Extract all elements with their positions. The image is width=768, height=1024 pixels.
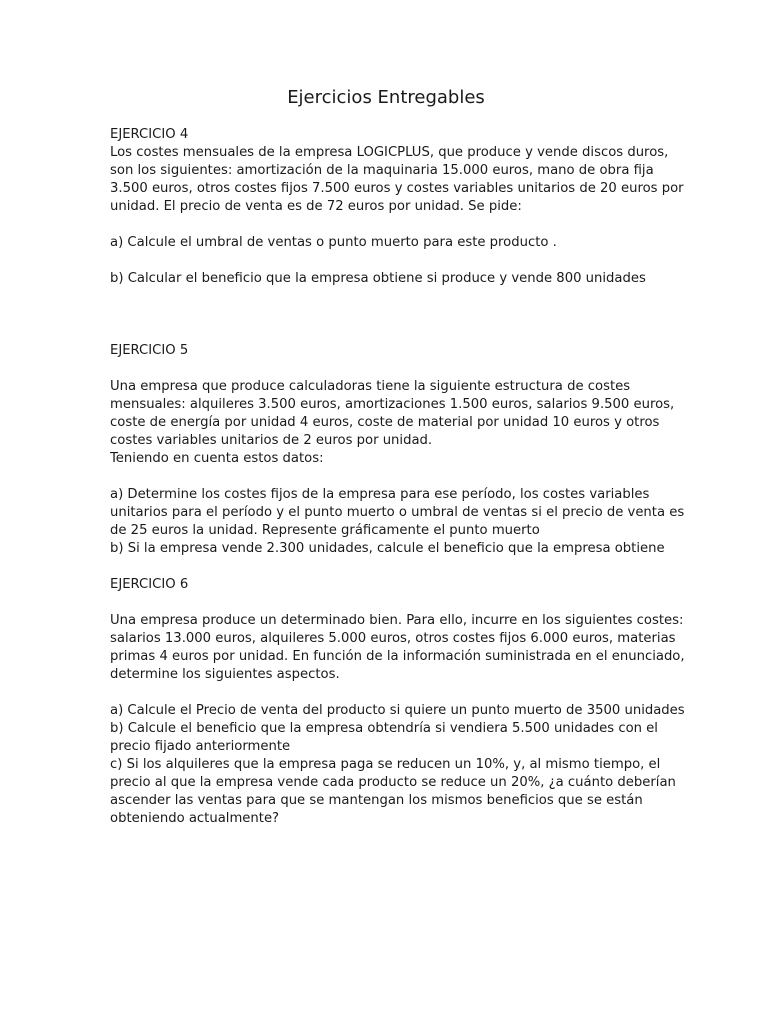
exercise-6-question-line: ascender las ventas para que se mantengan los mismos beneficios que se están <box>110 793 643 808</box>
exercise-5-intro-line: mensuales: alquileres 3.500 euros, amortizaciones 1.500 euros, salarios 9.500 euros, <box>110 397 675 412</box>
document-body <box>110 86 685 828</box>
exercise-6-question-line: precio fijado anteriormente <box>110 739 291 754</box>
exercise-5-intro-line: Una empresa que produce calculadoras tiene la siguiente estructura de costes <box>110 379 631 394</box>
exercise-6 <box>110 576 685 828</box>
exercise-6-question-line: a) Calcule el Precio de venta del producto si quiere un punto muerto de 3500 unidades <box>110 703 685 718</box>
exercise-6-question-line: precio al que la empresa vende cada producto se reduce un 20%, ¿a cuánto deberían <box>110 775 676 790</box>
exercise-4-question-a: a) Calcule el umbral de ventas o punto muerto para este producto . <box>110 235 557 250</box>
exercise-6-question-line: obteniendo actualmente? <box>110 811 280 826</box>
exercise-5-intro-line: coste de energía por unidad 4 euros, coste de material por unidad 10 euros y otros <box>110 415 660 430</box>
exercise-5-question-line: a) Determine los costes fijos de la empresa para ese período, los costes variables <box>110 487 650 502</box>
exercise-4 <box>110 126 684 288</box>
exercise-6-intro-line: determine los siguientes aspectos. <box>110 667 340 682</box>
exercise-6-question-line: c) Si los alquileres que la empresa paga se reducen un 10%, y, al mismo tiempo, el <box>110 757 661 772</box>
exercise-4-intro-line: 3.500 euros, otros costes fijos 7.500 euros y costes variables unitarios de 20 euros por <box>110 181 684 196</box>
exercise-4-intro-line: son los siguientes: amortización de la maquinaria 15.000 euros, mano de obra fija <box>110 163 654 178</box>
exercise-4-intro-line: Los costes mensuales de la empresa LOGICPLUS, que produce y vende discos duros, <box>110 145 669 160</box>
exercise-4-intro-line: unidad. El precio de venta es de 72 euros por unidad. Se pide: <box>110 199 522 214</box>
document-title: Ejercicios Entregables <box>287 87 485 108</box>
exercise-6-intro-line: Una empresa produce un determinado bien. Para ello, incurre en los siguientes costes: <box>110 613 684 628</box>
exercise-6-intro-line: salarios 13.000 euros, alquileres 5.000 euros, otros costes fijos 6.000 euros, materias <box>110 631 676 646</box>
exercise-6-question-line: b) Calcule el beneficio que la empresa obtendría si vendiera 5.500 unidades con el <box>110 721 658 736</box>
exercise-5 <box>110 342 685 558</box>
exercise-4-question-b: b) Calcular el beneficio que la empresa obtiene si produce y vende 800 unidades <box>110 271 646 286</box>
exercise-5-intro-line: costes variables unitarios de 2 euros por unidad. <box>110 433 433 448</box>
exercise-5-intro-line: Teniendo en cuenta estos datos: <box>110 451 324 466</box>
exercise-5-heading: EJERCICIO 5 <box>110 343 189 358</box>
exercise-5-question-line: unitarios para el período y el punto muerto o umbral de ventas si el precio de venta es <box>110 505 685 520</box>
exercise-5-question-line: de 25 euros la unidad. Represente gráficamente el punto muerto <box>110 523 540 538</box>
exercise-6-intro-line: primas 4 euros por unidad. En función de la información suministrada en el enunciado, <box>110 649 685 664</box>
exercise-6-heading: EJERCICIO 6 <box>110 577 189 592</box>
exercise-5-question-line: b) Si la empresa vende 2.300 unidades, calcule el beneficio que la empresa obtiene <box>110 541 665 556</box>
exercise-4-heading: EJERCICIO 4 <box>110 127 189 142</box>
